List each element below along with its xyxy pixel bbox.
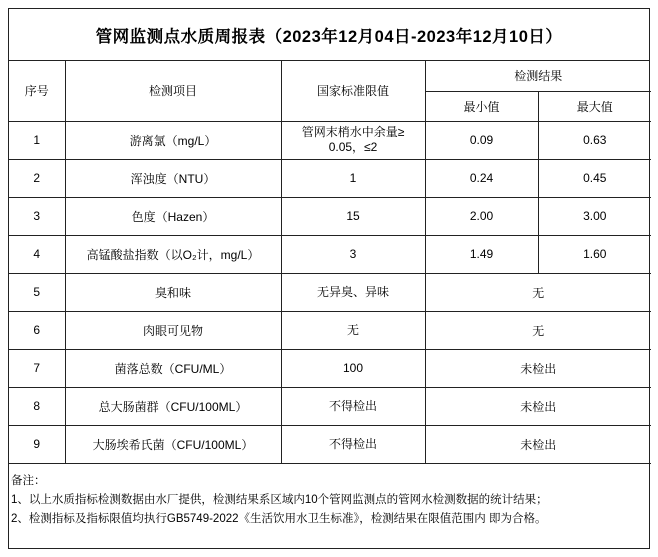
table-row — [9, 273, 651, 311]
cell-standard: 1 — [281, 159, 425, 197]
cell-min: 2.00 — [425, 197, 538, 235]
cell-item: 臭和味 — [65, 273, 281, 311]
table-row — [9, 387, 651, 425]
header-min: 最小值 — [425, 91, 538, 121]
cell-max: 1.60 — [538, 235, 651, 273]
cell-result: 未检出 — [425, 387, 651, 425]
water-quality-table — [9, 61, 651, 464]
header-item: 检测项目 — [65, 61, 281, 121]
cell-max: 0.63 — [538, 121, 651, 159]
cell-standard — [281, 121, 425, 159]
cell-standard: 无异臭、异味 — [281, 273, 425, 311]
header-no: 序号 — [9, 61, 65, 121]
cell-standard: 100 — [281, 349, 425, 387]
cell-item: 总大肠菌群（CFU/100ML） — [65, 387, 281, 425]
cell-no: 7 — [9, 349, 65, 387]
cell-max: 3.00 — [538, 197, 651, 235]
cell-standard: 不得检出 — [281, 387, 425, 425]
cell-standard: 不得检出 — [281, 425, 425, 463]
cell-standard: 无 — [281, 311, 425, 349]
cell-item: 色度（Hazen） — [65, 197, 281, 235]
notes-line-2: 2、检测指标及指标限值均执行GB5749-2022《生活饮用水卫生标准》，检测结果在限值范围内 即为合格。 — [11, 512, 547, 525]
notes-line-1: 1、以上水质指标检测数据由水厂提供，检测结果系区域内10个管网监测点的管网水检测数据的统计结果； — [11, 493, 548, 506]
header-result-group: 检测结果 — [425, 61, 651, 91]
table-row — [9, 159, 651, 197]
cell-min: 0.09 — [425, 121, 538, 159]
notes-block — [9, 468, 649, 529]
cell-result: 未检出 — [425, 349, 651, 387]
table-row — [9, 121, 651, 159]
cell-item: 肉眼可见物 — [65, 311, 281, 349]
table-row — [9, 235, 651, 273]
table-row — [9, 197, 651, 235]
cell-no: 8 — [9, 387, 65, 425]
page-title: 管网监测点水质周报表（2023年12月04日-2023年12月10日） — [95, 27, 563, 46]
cell-no: 4 — [9, 235, 65, 273]
header-max: 最大值 — [538, 91, 651, 121]
cell-standard-line2: 0.05，≤2 — [328, 140, 378, 154]
cell-no: 1 — [9, 121, 65, 159]
cell-item: 高锰酸盐指数（以O₂计，mg/L） — [65, 235, 281, 273]
notes-label: 备注： — [11, 475, 46, 487]
cell-item: 菌落总数（CFU/ML） — [65, 349, 281, 387]
cell-no: 3 — [9, 197, 65, 235]
cell-item: 大肠埃希氏菌（CFU/100ML） — [65, 425, 281, 463]
cell-no: 9 — [9, 425, 65, 463]
cell-max: 0.45 — [538, 159, 651, 197]
cell-min: 0.24 — [425, 159, 538, 197]
cell-result: 无 — [425, 311, 651, 349]
cell-no: 2 — [9, 159, 65, 197]
report-title-block — [9, 9, 649, 61]
cell-standard-line1: 管网末梢水中余量≥ — [301, 125, 405, 139]
cell-standard: 3 — [281, 235, 425, 273]
cell-item: 浑浊度（NTU） — [65, 159, 281, 197]
cell-result: 未检出 — [425, 425, 651, 463]
table-row — [9, 349, 651, 387]
cell-item: 游离氯（mg/L） — [65, 121, 281, 159]
cell-standard: 15 — [281, 197, 425, 235]
cell-no: 6 — [9, 311, 65, 349]
table-row — [9, 311, 651, 349]
cell-result: 无 — [425, 273, 651, 311]
cell-no: 5 — [9, 273, 65, 311]
cell-min: 1.49 — [425, 235, 538, 273]
header-standard: 国家标准限值 — [281, 61, 425, 121]
table-header-row-1 — [9, 61, 651, 91]
table-row — [9, 425, 651, 463]
